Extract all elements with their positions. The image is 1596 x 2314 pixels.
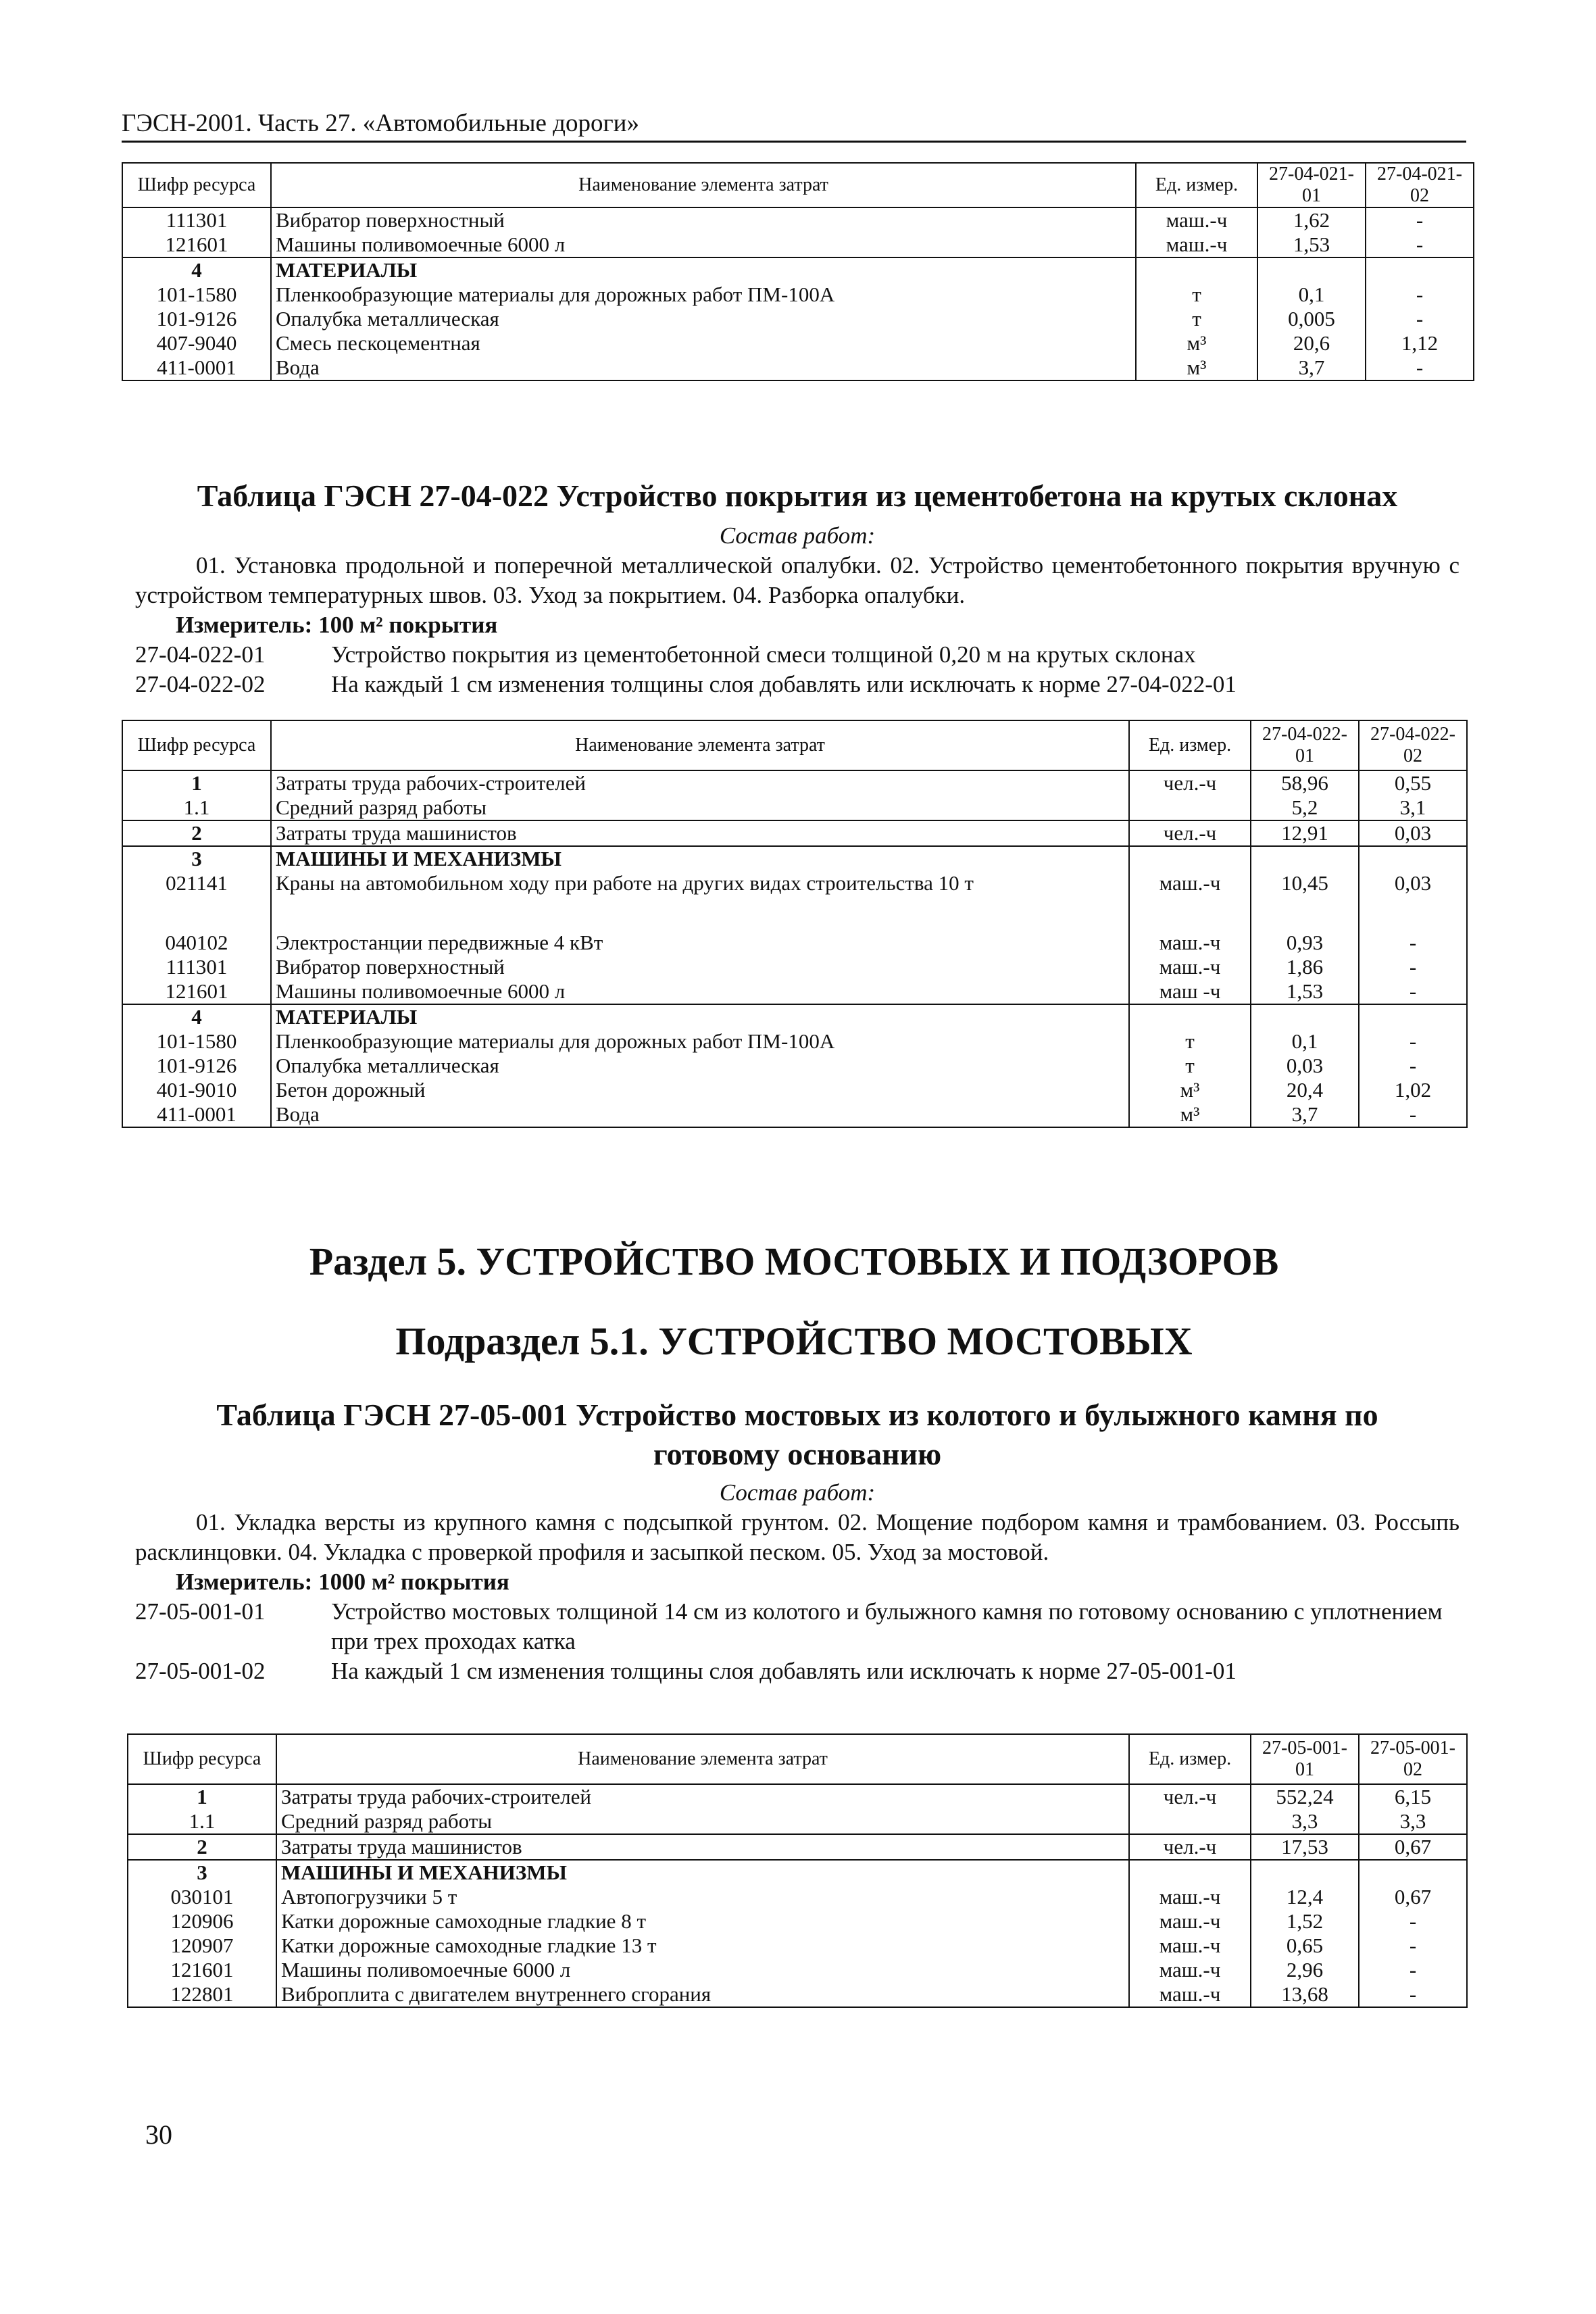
cell-unit: т xyxy=(1136,282,1257,307)
cell-code: 1.1 xyxy=(128,1809,276,1834)
norm-code-row xyxy=(135,1656,1460,1686)
header-name: Наименование элемента затрат xyxy=(271,720,1129,770)
cell-unit: чел.-ч xyxy=(1129,1834,1251,1860)
cell-name: Опалубка металлическая xyxy=(271,307,1136,331)
composition-text: 01. Укладка версты из крупного камня с подсыпкой грунтом. 02. Мощение подбором камня и трамбованием. 03. Россыпь расклинцовки. 04. Укладка с проверкой профиля и засыпкой песком. 05. Уход за мостовой. xyxy=(135,1509,1460,1565)
table-title: Таблица ГЭСН 27-04-022 Устройство покрытия из цементобетона на крутых склонах xyxy=(197,478,1398,513)
cell-norm-a: 0,1 xyxy=(1257,282,1366,307)
header-code: Шифр ресурса xyxy=(122,163,271,207)
cell-code: 121601 xyxy=(122,979,271,1004)
cell-name: Вода xyxy=(271,1102,1129,1127)
cell-unit: маш -ч xyxy=(1129,979,1251,1004)
cell-unit: маш.-ч xyxy=(1129,1934,1251,1958)
cell-norm-b: - xyxy=(1359,1054,1467,1078)
cell-norm-a: 552,24 xyxy=(1251,1784,1359,1809)
cell-norm-b: 3,1 xyxy=(1359,795,1467,820)
composition-label: Состав работ: xyxy=(719,522,876,549)
cell-code: 407-9040 xyxy=(122,331,271,355)
page-number: 30 xyxy=(145,2119,172,2150)
cell-name: Автопогрузчики 5 т xyxy=(276,1885,1129,1909)
cell-name: Бетон дорожный xyxy=(271,1078,1129,1102)
cell-name: Вибратор поверхностный xyxy=(271,955,1129,979)
cell-norm-b: 1,12 xyxy=(1366,331,1474,355)
cell-norm-a: 5,2 xyxy=(1251,795,1359,820)
cell-name: Пленкообразующие материалы для дорожных работ ПМ-100А xyxy=(271,1029,1129,1054)
cell-code: 3 xyxy=(128,1860,276,1885)
cell-norm-a: 1,53 xyxy=(1257,232,1366,257)
cell-unit: чел.-ч xyxy=(1129,820,1251,846)
cell-unit xyxy=(1129,1809,1251,1834)
cell-unit: м³ xyxy=(1136,331,1257,355)
cell-norm-b: - xyxy=(1366,355,1474,380)
cell-norm-b: 0,55 xyxy=(1359,770,1467,795)
norm-code: 27-05-001-02 xyxy=(135,1658,266,1684)
composition-text: 01. Установка продольной и поперечной металлической опалубки. 02. Устройство цементобетонного покрытия вручную с устройством температурных швов. 03. Уход за покрытием. 04. Разборка опалубки. xyxy=(135,552,1460,608)
cell-unit: т xyxy=(1129,1054,1251,1078)
cell-norm-b: 6,15 xyxy=(1359,1784,1467,1809)
cell-unit: маш.-ч xyxy=(1129,1885,1251,1909)
cell-norm-b xyxy=(1359,1860,1467,1885)
cell-unit: чел.-ч xyxy=(1129,1784,1251,1809)
cell-unit xyxy=(1129,846,1251,871)
cell-unit xyxy=(1129,1860,1251,1885)
header-name: Наименование элемента затрат xyxy=(276,1734,1129,1784)
cell-name: Пленкообразующие материалы для дорожных работ ПМ-100А xyxy=(271,282,1136,307)
header-unit: Ед. измер. xyxy=(1129,1734,1251,1784)
norm-description: На каждый 1 см изменения толщины слоя добавлять или исключать к норме 27-04-022-01 xyxy=(331,671,1237,697)
cell-norm-a: 0,03 xyxy=(1251,1054,1359,1078)
cell-name: Машины поливомоечные 6000 л xyxy=(276,1958,1129,1982)
cell-code: 411-0001 xyxy=(122,1102,271,1127)
cell-code: 1 xyxy=(128,1784,276,1809)
cell-code: 040102 xyxy=(122,931,271,955)
header-name: Наименование элемента затрат xyxy=(271,163,1136,207)
cell-norm-a: 2,96 xyxy=(1251,1958,1359,1982)
cell-name: Виброплита с двигателем внутреннего сгорания xyxy=(276,1982,1129,2007)
cell-name: Электростанции передвижные 4 кВт xyxy=(271,931,1129,955)
header-norm-b: 27-05-001-02 xyxy=(1359,1734,1467,1784)
cell-norm-a: 3,3 xyxy=(1251,1809,1359,1834)
cell-unit: маш.-ч xyxy=(1129,931,1251,955)
cell-norm-b: - xyxy=(1359,931,1467,955)
meter-text: Измеритель: 1000 м² покрытия xyxy=(176,1569,509,1595)
cell-unit: м³ xyxy=(1136,355,1257,380)
cell-norm-b: - xyxy=(1359,1958,1467,1982)
table-27-04-022-intro xyxy=(135,476,1460,699)
cell-norm-a xyxy=(1251,846,1359,871)
cell-norm-b: 3,3 xyxy=(1359,1809,1467,1834)
cell-code: 111301 xyxy=(122,955,271,979)
cell-code: 111301 xyxy=(122,207,271,232)
cell-group-name: МАТЕРИАЛЫ xyxy=(271,257,1136,282)
cell-norm-b: - xyxy=(1359,979,1467,1004)
cell-norm-a: 20,4 xyxy=(1251,1078,1359,1102)
cell-norm-b: - xyxy=(1359,1029,1467,1054)
cell-norm-b: - xyxy=(1366,282,1474,307)
cell-unit: маш.-ч xyxy=(1136,207,1257,232)
cell-norm-b: - xyxy=(1359,955,1467,979)
cell-name: Средний разряд работы xyxy=(276,1809,1129,1834)
cell-unit: м³ xyxy=(1129,1102,1251,1127)
cell-code: 122801 xyxy=(128,1982,276,2007)
cell-unit: маш.-ч xyxy=(1129,871,1251,931)
cell-name: Опалубка металлическая xyxy=(271,1054,1129,1078)
cell-unit: маш.-ч xyxy=(1129,955,1251,979)
cell-code: 3 xyxy=(122,846,271,871)
cell-norm-b: - xyxy=(1359,1909,1467,1934)
cell-group-name: МАШИНЫ И МЕХАНИЗМЫ xyxy=(271,846,1129,871)
cell-norm-a: 0,005 xyxy=(1257,307,1366,331)
cell-unit: маш.-ч xyxy=(1129,1958,1251,1982)
cell-norm-a xyxy=(1251,1004,1359,1029)
cell-norm-a: 17,53 xyxy=(1251,1834,1359,1860)
cell-norm-b: - xyxy=(1359,1982,1467,2007)
header-unit: Ед. измер. xyxy=(1136,163,1257,207)
header-code: Шифр ресурса xyxy=(122,720,271,770)
cell-norm-b: 1,02 xyxy=(1359,1078,1467,1102)
cell-name: Вода xyxy=(271,355,1136,380)
cell-code: 101-9126 xyxy=(122,307,271,331)
cell-unit: маш.-ч xyxy=(1136,232,1257,257)
cell-norm-a: 1,86 xyxy=(1251,955,1359,979)
cell-norm-a: 1,62 xyxy=(1257,207,1366,232)
resource-table-27-04-021 xyxy=(122,162,1474,381)
cell-code: 121601 xyxy=(122,232,271,257)
cell-norm-a: 10,45 xyxy=(1251,871,1359,931)
running-header: ГЭСН-2001. Часть 27. «Автомобильные дороги» xyxy=(122,108,1466,143)
cell-code: 2 xyxy=(122,820,271,846)
cell-unit: чел.-ч xyxy=(1129,770,1251,795)
cell-norm-b: 0,67 xyxy=(1359,1885,1467,1909)
cell-name: Затраты труда машинистов xyxy=(276,1834,1129,1860)
cell-norm-a: 20,6 xyxy=(1257,331,1366,355)
cell-norm-a: 13,68 xyxy=(1251,1982,1359,2007)
header-norm-a: 27-04-021-01 xyxy=(1257,163,1366,207)
cell-name: Вибратор поверхностный xyxy=(271,207,1136,232)
cell-name: Затраты труда машинистов xyxy=(271,820,1129,846)
cell-name: Катки дорожные самоходные гладкие 8 т xyxy=(276,1909,1129,1934)
header-norm-a: 27-04-022-01 xyxy=(1251,720,1359,770)
cell-norm-b: - xyxy=(1366,307,1474,331)
part-title: Раздел 5. УСТРОЙСТВО МОСТОВЫХ И ПОДЗОРОВ xyxy=(309,1239,1279,1283)
norm-code-row xyxy=(135,640,1460,670)
cell-norm-b xyxy=(1366,257,1474,282)
cell-norm-a: 58,96 xyxy=(1251,770,1359,795)
cell-norm-a xyxy=(1251,1860,1359,1885)
cell-code: 4 xyxy=(122,1004,271,1029)
cell-name: Смесь пескоцементная xyxy=(271,331,1136,355)
header-norm-b: 27-04-021-02 xyxy=(1366,163,1474,207)
cell-code: 120907 xyxy=(128,1934,276,1958)
cell-norm-a: 12,91 xyxy=(1251,820,1359,846)
cell-norm-b: - xyxy=(1366,207,1474,232)
header-norm-b: 27-04-022-02 xyxy=(1359,720,1467,770)
cell-code: 101-9126 xyxy=(122,1054,271,1078)
cell-unit: маш.-ч xyxy=(1129,1909,1251,1934)
cell-norm-b xyxy=(1359,846,1467,871)
cell-name: Средний разряд работы xyxy=(271,795,1129,820)
cell-unit: м³ xyxy=(1129,1078,1251,1102)
cell-name: Машины поливомоечные 6000 л xyxy=(271,979,1129,1004)
cell-norm-b: 0,67 xyxy=(1359,1834,1467,1860)
cell-norm-a: 3,7 xyxy=(1251,1102,1359,1127)
cell-name: Затраты труда рабочих-строителей xyxy=(271,770,1129,795)
header-norm-a: 27-05-001-01 xyxy=(1251,1734,1359,1784)
cell-unit xyxy=(1136,257,1257,282)
header-code: Шифр ресурса xyxy=(128,1734,276,1784)
header-unit: Ед. измер. xyxy=(1129,720,1251,770)
cell-code: 401-9010 xyxy=(122,1078,271,1102)
cell-code: 1.1 xyxy=(122,795,271,820)
cell-code: 120906 xyxy=(128,1909,276,1934)
norm-description: На каждый 1 см изменения толщины слоя добавлять или исключать к норме 27-05-001-01 xyxy=(331,1658,1237,1684)
cell-norm-b: 0,03 xyxy=(1359,820,1467,846)
cell-unit: т xyxy=(1136,307,1257,331)
cell-code: 411-0001 xyxy=(122,355,271,380)
norm-code: 27-04-022-01 xyxy=(135,641,266,668)
cell-name: Затраты труда рабочих-строителей xyxy=(276,1784,1129,1809)
cell-code: 121601 xyxy=(128,1958,276,1982)
norm-code-row xyxy=(135,670,1460,699)
subpart-title: Подраздел 5.1. УСТРОЙСТВО МОСТОВЫХ xyxy=(395,1319,1193,1363)
cell-name: Краны на автомобильном ходу при работе на других видах строительства 10 т xyxy=(271,871,1129,931)
resource-table-27-04-022 xyxy=(122,720,1468,1128)
cell-norm-a: 12,4 xyxy=(1251,1885,1359,1909)
cell-norm-a: 0,93 xyxy=(1251,931,1359,955)
cell-norm-b: - xyxy=(1366,232,1474,257)
cell-norm-a: 1,53 xyxy=(1251,979,1359,1004)
cell-norm-b: - xyxy=(1359,1934,1467,1958)
cell-unit xyxy=(1129,1004,1251,1029)
cell-unit xyxy=(1129,795,1251,820)
meter-text: Измеритель: 100 м² покрытия xyxy=(176,612,498,638)
cell-name: Катки дорожные самоходные гладкие 13 т xyxy=(276,1934,1129,1958)
table-27-05-001-intro xyxy=(135,1396,1460,1686)
cell-norm-a xyxy=(1257,257,1366,282)
norm-code: 27-04-022-02 xyxy=(135,671,266,697)
composition-label: Состав работ: xyxy=(719,1479,876,1506)
cell-code: 101-1580 xyxy=(122,1029,271,1054)
resource-table-27-05-001 xyxy=(127,1733,1468,2008)
cell-code: 030101 xyxy=(128,1885,276,1909)
cell-code: 101-1580 xyxy=(122,282,271,307)
cell-norm-a: 0,1 xyxy=(1251,1029,1359,1054)
cell-norm-b xyxy=(1359,1004,1467,1029)
norm-code-row xyxy=(135,1597,1460,1656)
cell-code: 021141 xyxy=(122,871,271,931)
cell-norm-b: - xyxy=(1359,1102,1467,1127)
norm-code: 27-05-001-01 xyxy=(135,1598,266,1625)
cell-unit: маш.-ч xyxy=(1129,1982,1251,2007)
cell-norm-a: 0,65 xyxy=(1251,1934,1359,1958)
cell-norm-b: 0,03 xyxy=(1359,871,1467,931)
cell-unit: т xyxy=(1129,1029,1251,1054)
cell-name: Машины поливомоечные 6000 л xyxy=(271,232,1136,257)
cell-code: 4 xyxy=(122,257,271,282)
cell-code: 2 xyxy=(128,1834,276,1860)
norm-description: Устройство покрытия из цементобетонной смеси толщиной 0,20 м на крутых склонах xyxy=(331,641,1196,668)
cell-code: 1 xyxy=(122,770,271,795)
cell-group-name: МАШИНЫ И МЕХАНИЗМЫ xyxy=(276,1860,1129,1885)
cell-group-name: МАТЕРИАЛЫ xyxy=(271,1004,1129,1029)
cell-norm-a: 3,7 xyxy=(1257,355,1366,380)
cell-norm-a: 1,52 xyxy=(1251,1909,1359,1934)
table-title: Таблица ГЭСН 27-05-001 Устройство мостовых из колотого и булыжного камня по готовому основанию xyxy=(216,1398,1378,1471)
norm-description: Устройство мостовых толщиной 14 см из колотого и булыжного камня по готовому основанию с уплотнением при трех проходах катка xyxy=(331,1598,1443,1654)
